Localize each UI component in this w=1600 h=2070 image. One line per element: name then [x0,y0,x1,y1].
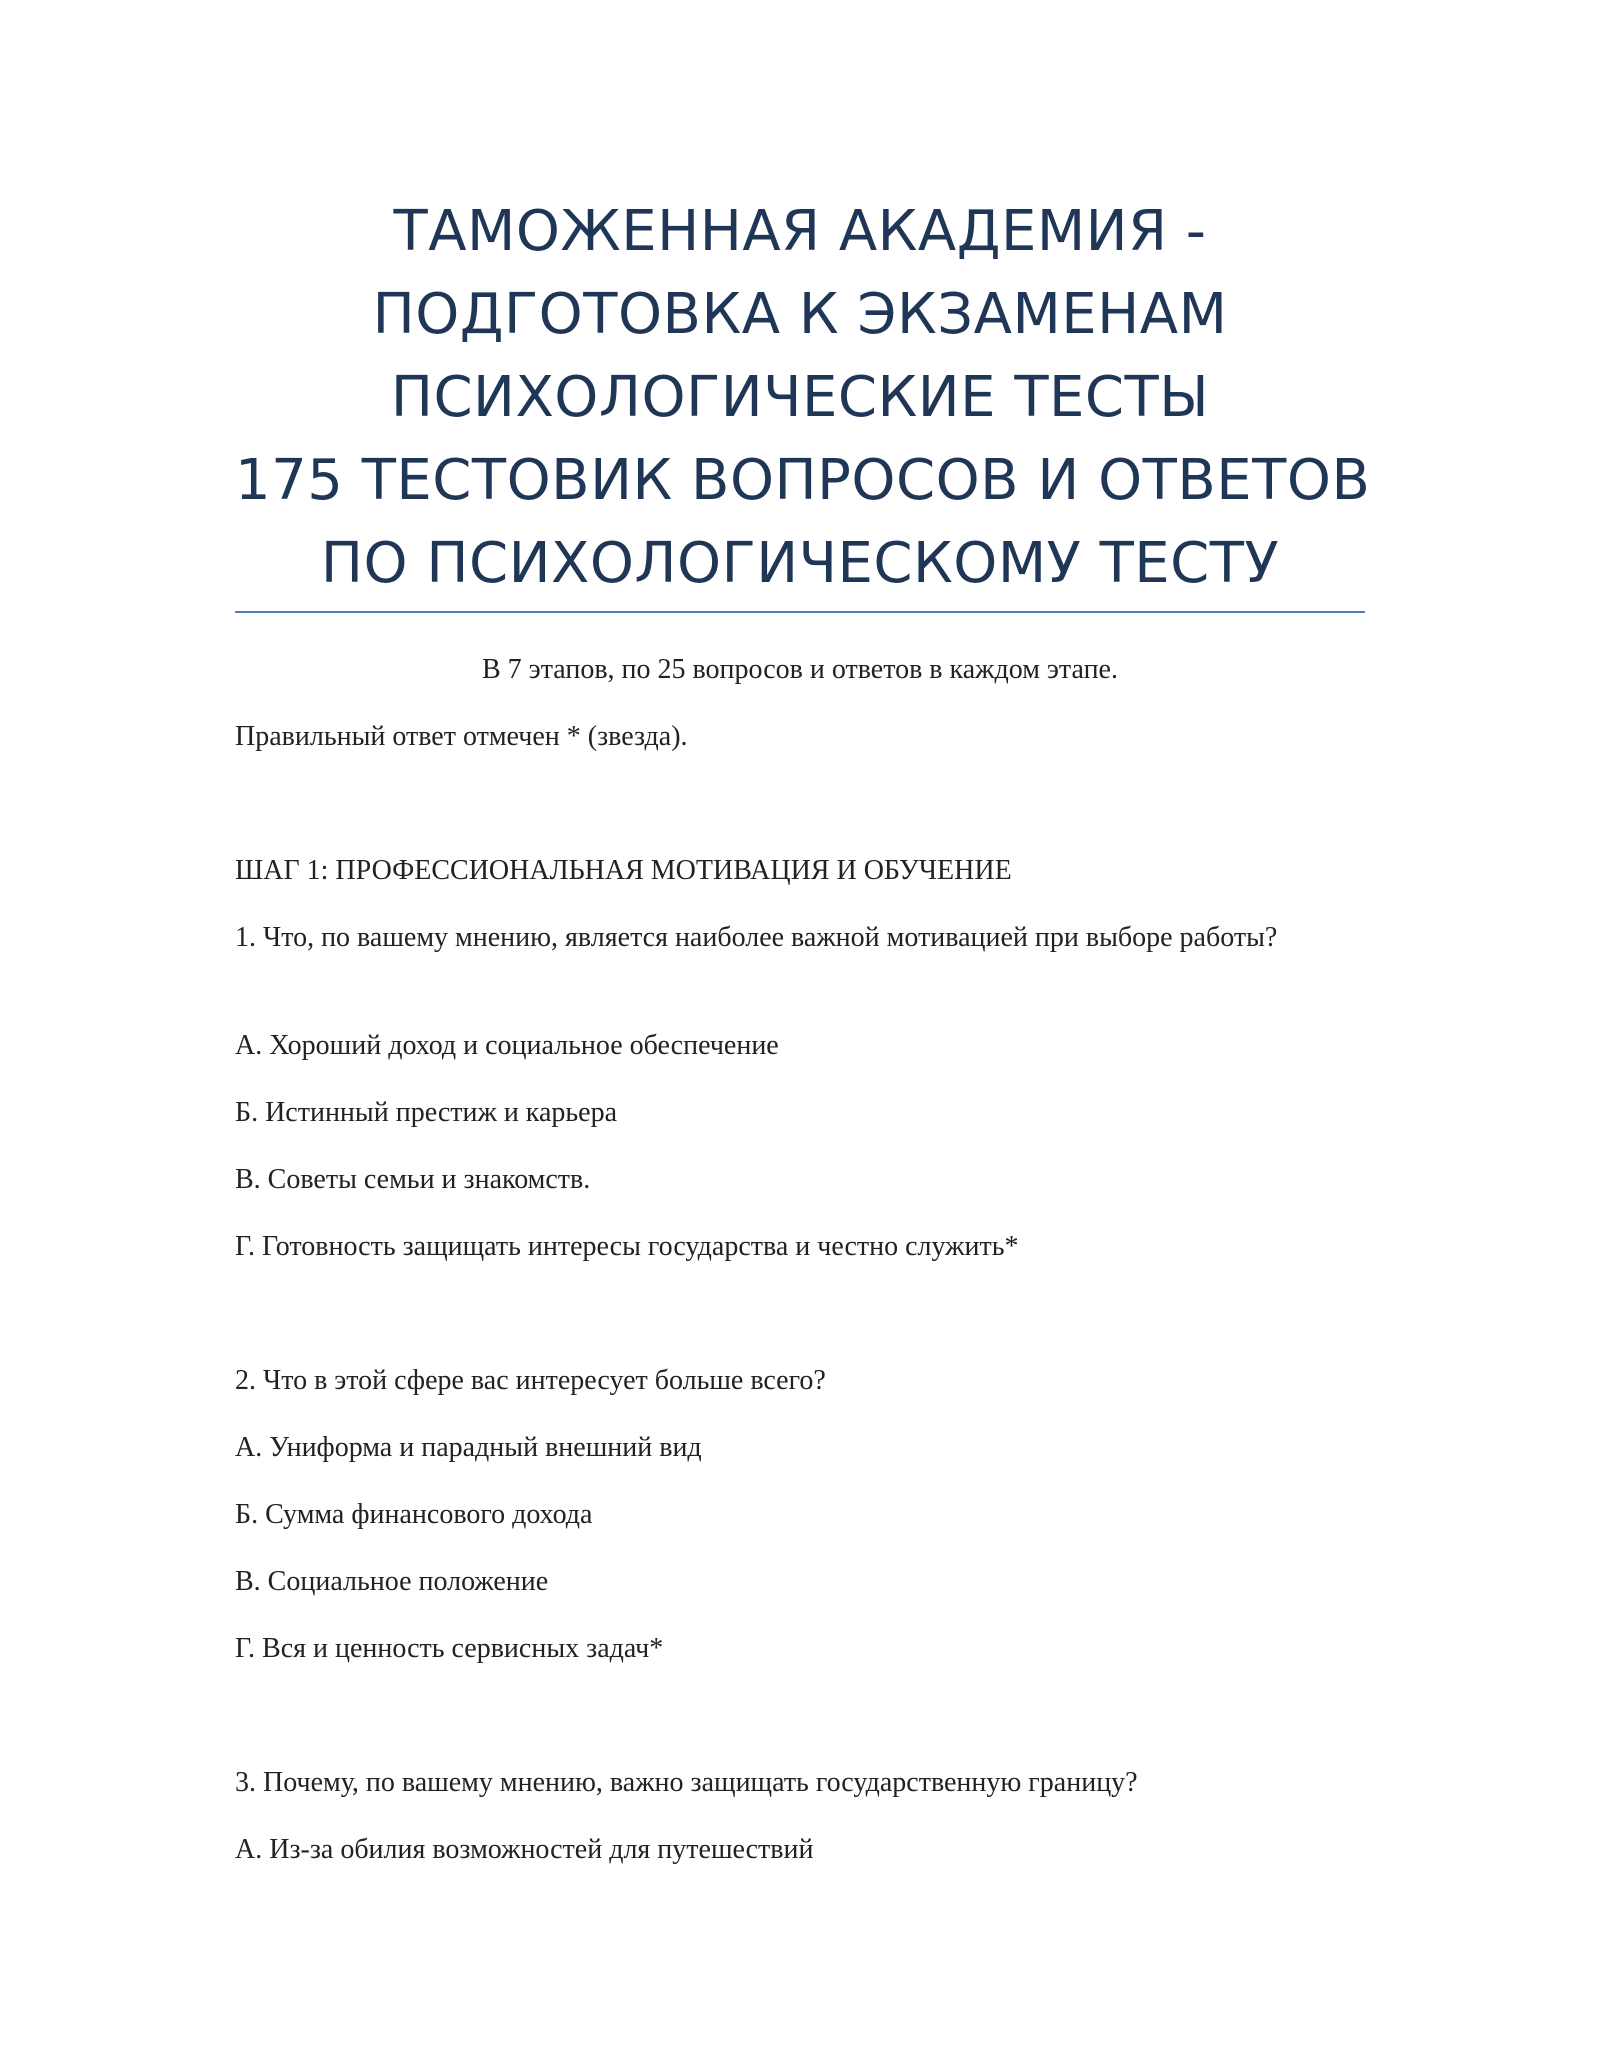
title-line-5: ПО ПСИХОЛОГИЧЕСКОМУ ТЕСТУ [320,531,1280,596]
answer-1c: В. Советы семьи и знакомств. [235,1164,591,1195]
answer-2b: Б. Сумма финансового дохода [235,1499,593,1530]
answer-3a: А. Из-за обилия возможностей для путешествий [235,1834,814,1865]
title-underline [235,611,1365,613]
title-line-1: ТАМОЖЕННАЯ АКАДЕМИЯ - [393,199,1207,264]
question-3: 3. Почему, по вашему мнению, важно защищать государственную границу? [235,1767,1138,1798]
question-1: 1. Что, по вашему мнению, является наиболее важной мотивацией при выборе работы? [235,922,1278,953]
title-line-4: 175 ТЕСТОВИК ВОПРОСОВ И ОТВЕТОВ [235,448,1371,513]
answer-1d: Г. Готовность защищать интересы государства и честно служить* [235,1231,1019,1262]
answer-2c: В. Социальное положение [235,1566,549,1597]
title-line-3: ПСИХОЛОГИЧЕСКИЕ ТЕСТЫ [390,365,1210,430]
question-2: 2. Что в этой сфере вас интересует больше всего? [235,1365,826,1396]
answer-1a: А. Хороший доход и социальное обеспечение [235,1030,779,1061]
document-title [235,190,1371,605]
note-paragraph: Правильный ответ отмечен * (звезда). [235,721,688,752]
answer-2d: Г. Вся и ценность сервисных задач* [235,1633,664,1664]
intro-paragraph: В 7 этапов, по 25 вопросов и ответов в каждом этапе. [482,654,1118,685]
answer-1b: Б. Истинный престиж и карьера [235,1097,618,1128]
title-line-2: ПОДГОТОВКА К ЭКЗАМЕНАМ [372,282,1228,347]
answer-2a: А. Униформа и парадный внешний вид [235,1432,702,1463]
step-heading: ШАГ 1: ПРОФЕССИОНАЛЬНАЯ МОТИВАЦИЯ И ОБУЧЕНИЕ [235,855,1012,886]
